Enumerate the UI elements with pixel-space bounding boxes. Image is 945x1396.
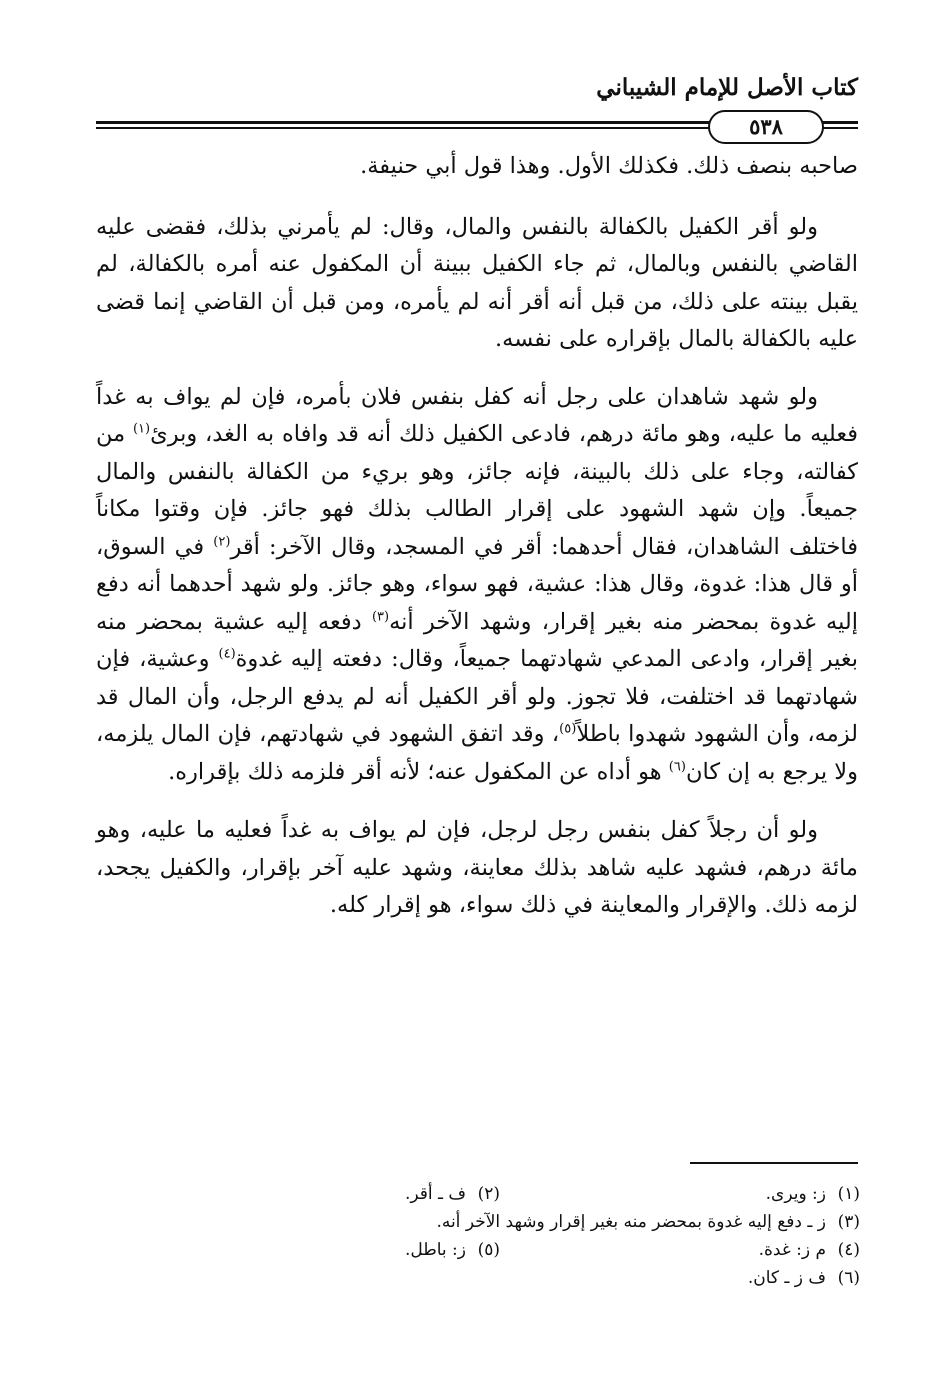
footnote-4 <box>500 1236 860 1264</box>
footnote-number: (١) <box>837 1184 860 1204</box>
footnote-5 <box>405 1236 500 1264</box>
paragraph-4 <box>96 812 858 925</box>
footnote-ref-6[interactable]: (٦) <box>668 759 686 774</box>
footnote-number: (٢) <box>477 1184 500 1204</box>
paragraph-3-text-e: وعشية، فإن شهادتهما قد اختلفت، فلا تجوز. ولو أقر الكفيل أنه لم يدفع الرجل، وأن المال قد لزمه، وأن الشهود شهدوا باطلاً <box>96 646 858 747</box>
footnote-ref-2[interactable]: (٢) <box>213 534 231 549</box>
footnote-text: ز ـ دفع إليه غدوة بمحضر منه بغير إقرار وشهد الآخر أنه. <box>436 1212 826 1232</box>
footnote-number: (٦) <box>837 1268 860 1288</box>
footnote-text: ف ـ أقر. <box>404 1184 466 1204</box>
paragraph-4-text: ولو أن رجلاً كفل بنفس رجل لرجل، فإن لم يواف به غداً فعليه ما عليه، وهو مائة درهم، فشهد عليه شاهد بذلك معاينة، وشهد عليه آخر بإقرار، والكفيل يجحد، لزمه ذلك. والإقرار والمعاينة في ذلك سواء، هو إقرار كله. <box>96 817 858 918</box>
footnote-text: ز: باطل. <box>404 1240 466 1260</box>
paragraph-1 <box>96 148 858 186</box>
page-header <box>96 72 858 139</box>
paragraph-2-text: ولو أقر الكفيل بالكفالة بالنفس والمال، وقال: لم يأمرني بذلك، فقضى عليه القاضي بالنفس وبالمال، ثم جاء الكفيل ببينة أن المكفول عنه أمره بالكفالة، لم يقبل بينته على ذلك، من قبل أنه أقر أنه لم يأمره، ومن قبل أن القاضي إنما قضى عليه بالكفالة بالمال بإقراره على نفسه. <box>96 213 858 352</box>
running-head-title: كتاب الأصل للإمام الشيباني <box>596 74 858 101</box>
paragraph-3 <box>96 379 858 792</box>
footnote-number: (٥) <box>477 1240 500 1260</box>
footnote-6 <box>748 1264 860 1292</box>
footnote-row-4 <box>240 1264 860 1292</box>
paragraph-3-text-g: هو أداه عن المكفول عنه؛ لأنه أقر فلزمه ذلك بإقراره. <box>168 758 669 785</box>
paragraph-3-text-a: ولو شهد شاهدان على رجل أنه كفل بنفس فلان بأمره، فإن لم يواف به غداً فعليه ما عليه، وهو مائة درهم، فادعى الكفيل ذلك أنه قد وافاه به الغد، وبرئ <box>96 383 858 447</box>
footnote-ref-5[interactable]: (٥) <box>559 721 577 737</box>
page-number-badge: ٥٣٨ <box>708 110 824 144</box>
footnote-1 <box>500 1180 860 1208</box>
footnote-text: ز: ويرى. <box>765 1184 826 1204</box>
footnote-number: (٤) <box>837 1240 860 1260</box>
paragraph-3-text-c: في السوق، أو قال هذا: غدوة، وقال هذا: عشية، فهو سواء، وهو جائز. ولو شهد أحدهما أنه دفع إليه غدوة بمحضر منه بغير إقرار، وشهد الآخر أنه <box>96 533 858 635</box>
footnote-3 <box>436 1208 860 1236</box>
footnote-2 <box>405 1180 500 1208</box>
footnote-row-1 <box>240 1180 860 1208</box>
footnote-number: (٣) <box>837 1212 860 1232</box>
paragraph-1-text: صاحبه بنصف ذلك. فكذلك الأول. وهذا قول أبي حنيفة. <box>360 153 858 179</box>
paragraph-2 <box>96 209 858 359</box>
footnote-text: م ز: غدة. <box>758 1240 826 1260</box>
footnote-text: ف ز ـ كان. <box>747 1268 826 1288</box>
main-text <box>96 148 858 925</box>
paragraph-3-text-d: دفعه إليه عشية بمحضر منه بغير إقرار، وادعى المدعي شهادتهما جميعاً، وقال: دفعته إليه غدوة <box>96 608 858 672</box>
footnote-row-2 <box>240 1208 860 1236</box>
footnote-ref-3[interactable]: (٣) <box>371 609 390 624</box>
footnote-ref-1[interactable]: (١) <box>132 421 151 437</box>
footnote-row-3 <box>240 1236 860 1264</box>
footnote-ref-4[interactable]: (٤) <box>218 646 236 662</box>
footnote-separator <box>690 1162 858 1164</box>
footnotes <box>240 1180 860 1292</box>
paragraph-3-text-b: من كفالته، وجاء على ذلك بالبينة، فإنه جائز، وهو بريء من الكفالة بالنفس والمال جميعاً. وإن شهد الشهود على إقرار الطالب بذلك فهو جائز. فإن وقتوا مكاناً فاختلف الشاهدان، فقال أحدهما: أقر في المسجد، وقال الآخر: أقر <box>96 421 858 560</box>
paragraph-3-text-f: ، وقد اتفق الشهود في شهادتهم، فإن المال يلزمه، ولا يرجع به إن كان <box>96 721 858 785</box>
